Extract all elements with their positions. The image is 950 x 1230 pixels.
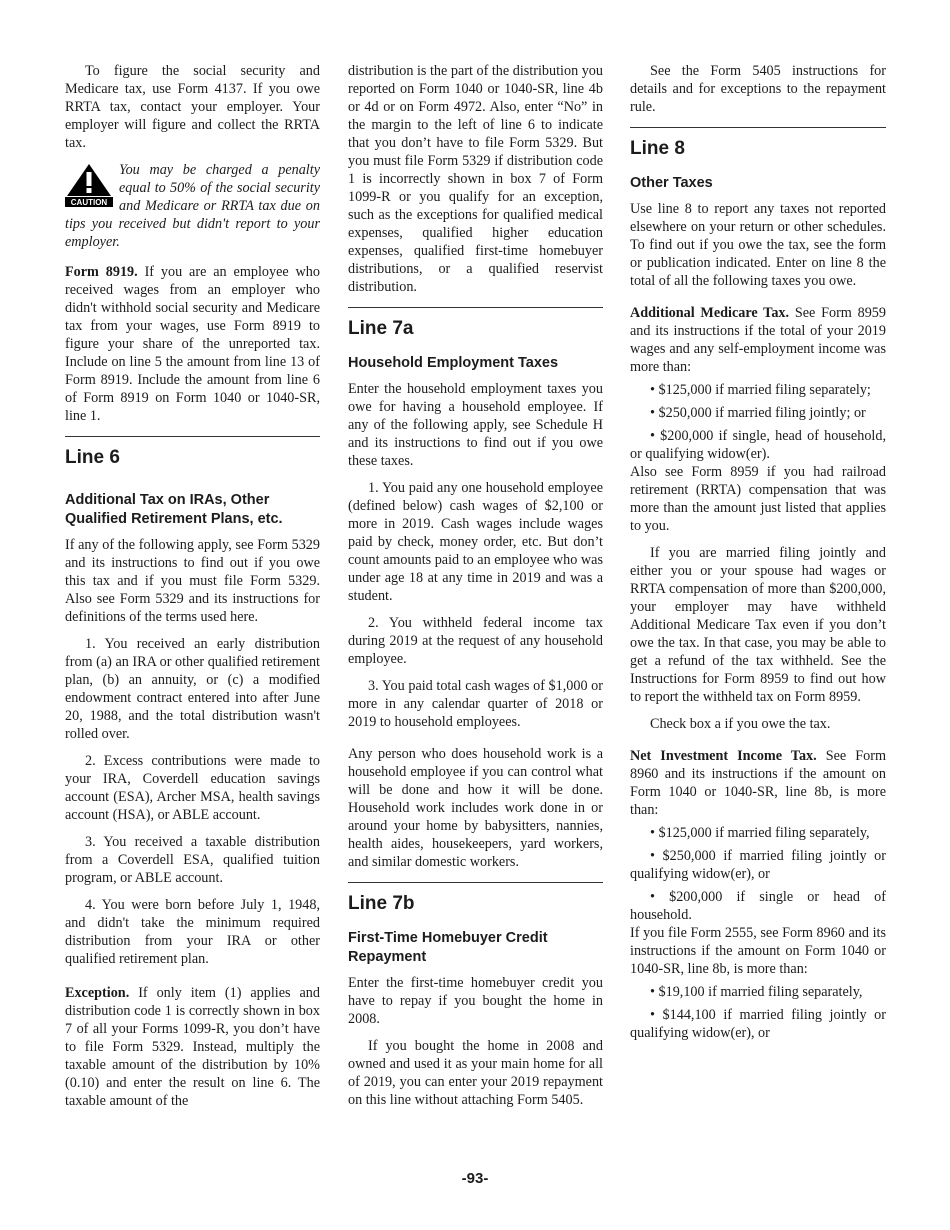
line7b-subheading: First-Time Homebuyer Credit Repayment bbox=[348, 930, 548, 965]
page-number: -93- bbox=[461, 1170, 489, 1187]
household-employee-definition: Any person who does household work is a household employee if you can control what will be done and how it will be done. Household work includes work done in or around your home by babysitters, nannies, health aides, housekeepers, yard workers, and similar domestic workers. bbox=[348, 746, 603, 870]
list-item: • $200,000 if single or head of household. bbox=[630, 889, 886, 923]
rrta-compensation-paragraph: Also see Form 8959 if you had railroad retirement (RRTA) compensation that was more than the amount just listed that applies to you. bbox=[630, 464, 886, 534]
line7a-intro: Enter the household employment taxes you owe for having a household employee. If any of the following apply, see Schedule H and its instructions to find out if you owe these taxes. bbox=[348, 381, 603, 469]
form-2555-paragraph: If you file Form 2555, see Form 8960 and its instructions if the amount on Form 1040 or 1040-SR, line 8b, is more than: bbox=[630, 925, 886, 977]
list-item: 3. You paid total cash wages of $1,000 or more in any calendar quarter of 2018 or 2019 to household employees. bbox=[348, 678, 603, 730]
list-item: • $144,100 if married filing jointly or qualifying widow(er), or bbox=[630, 1007, 886, 1041]
line8-intro: Use line 8 to report any taxes not reported elsewhere on your return or other schedules. To find out if you owe the tax, see the form or publication indicated. Enter on line 8 the total of all the following taxes you owe. bbox=[630, 201, 886, 289]
caution-label: CAUTION bbox=[70, 198, 108, 207]
line6-subheading: Additional Tax on IRAs, Other Qualified Retirement Plans, etc. bbox=[65, 492, 283, 527]
line7a-subheading: Household Employment Taxes bbox=[348, 355, 559, 371]
additional-medicare-tax-paragraph: Additional Medicare Tax. See Form 8959 and its instructions if the total of your 2019 wages and any self-employment income was more than: bbox=[630, 305, 886, 375]
list-item: • $250,000 if married filing jointly or qualifying widow(er), or bbox=[630, 848, 886, 882]
line6-intro: If any of the following apply, see Form 5329 and its instructions to find out if you owe this tax and if you must file Form 5329. Also see Form 5329 and its instructions for definitions of the terms used here. bbox=[65, 537, 320, 625]
list-item: • $19,100 if married filing separately, bbox=[650, 984, 863, 1000]
caution-box bbox=[65, 161, 320, 251]
net-investment-income-tax-paragraph: Net Investment Income Tax. See Form 8960 and its instructions if the amount on Form 1040 or 1040-SR, line 8b, is more than: bbox=[630, 748, 886, 818]
section-divider bbox=[65, 436, 320, 437]
form-5405-paragraph: See the Form 5405 instructions for details and for exceptions to the repayment rule. bbox=[630, 63, 886, 115]
list-item: 2. You withheld federal income tax during 2019 at the request of any household employee. bbox=[348, 615, 603, 667]
list-item: 4. You were born before July 1, 1948, and didn't take the minimum required distribution from your IRA or other qualified retirement plan. bbox=[65, 897, 320, 967]
line8-heading: Line 8 bbox=[630, 138, 685, 159]
line7b-paragraph: If you bought the home in 2008 and owned and used it as your main home for all of 2019, you can enter your 2019 repayment on this line without attaching Form 5405. bbox=[348, 1038, 603, 1108]
column-1 bbox=[65, 62, 320, 1119]
line8-subheading: Other Taxes bbox=[630, 175, 713, 191]
rrta-paragraph: To figure the social security and Medicare tax, use Form 4137. If you owe RRTA tax, contact your employer. Your employer will figure and collect the RRTA tax. bbox=[65, 63, 320, 151]
check-box-paragraph: Check box a if you owe the tax. bbox=[650, 716, 831, 732]
list-item: • $250,000 if married filing jointly; or bbox=[650, 405, 866, 421]
list-item: • $125,000 if married filing separately; bbox=[650, 382, 871, 398]
section-divider bbox=[348, 307, 603, 308]
list-item: 3. You received a taxable distribution from a Coverdell ESA, qualified tuition program, or ABLE account. bbox=[65, 834, 320, 886]
column-3 bbox=[630, 62, 886, 1047]
line7b-intro: Enter the first-time homebuyer credit you have to repay if you bought the home in 2008. bbox=[348, 975, 603, 1027]
section-divider bbox=[630, 127, 886, 128]
list-item: • $125,000 if married filing separately, bbox=[650, 825, 870, 841]
list-item: 1. You received an early distribution from (a) an IRA or other qualified retirement plan, (b) an annuity, or (c) a modified endowment contract entered into after June 20, 1988, and the total distribution wasn't rolled over. bbox=[65, 636, 320, 742]
form-8919-paragraph: Form 8919. If you are an employee who received wages from an employer who didn't withhold social security and Medicare tax from your wages, use Form 8919 to figure your share of the unreported tax. Include on line 5 the amount from line 13 of Form 8919. Include the amount from line 6 of Form 8919 on Form 1040 or 1040-SR, line 1. bbox=[65, 264, 320, 424]
line6-heading: Line 6 bbox=[65, 447, 120, 468]
married-jointly-paragraph: If you are married filing jointly and either you or your spouse had wages or RRTA compensation of more than $200,000, your employer may have withheld Additional Medicare Tax even if you don’t owe the tax. In that case, you may be able to get a refund of the tax withheld. See the Instructions for Form 8959 to find out how to report the withheld tax on Form 8959. bbox=[630, 545, 886, 705]
exception-paragraph: Exception. If only item (1) applies and distribution code 1 is correctly shown in box 7 of all your Forms 1099-R, you don’t have to file Form 5329. Instead, multiply the taxable amount of the distribution by 10% (0.10) and enter the result on line 6. The taxable amount of the bbox=[65, 985, 320, 1109]
line7a-heading: Line 7a bbox=[348, 318, 414, 339]
list-item: 2. Excess contributions were made to your IRA, Coverdell education savings account (ESA), Archer MSA, health savings account (HSA), or ABLE account. bbox=[65, 753, 320, 823]
line7b-heading: Line 7b bbox=[348, 893, 415, 914]
list-item: 1. You paid any one household employee (defined below) cash wages of $2,100 or more in 2019. Cash wages include wages paid by check, money order, etc. But don’t count amounts paid to an employee who was under age 18 at any time in 2019 and was a student. bbox=[348, 480, 603, 604]
caution-icon bbox=[65, 163, 113, 207]
caution-text: You may be charged a penalty equal to 50% of the social security and Medicare or RRTA tax due on tips you received but didn't report to your employer. bbox=[65, 162, 320, 250]
section-divider bbox=[348, 882, 603, 883]
list-item: • $200,000 if single, head of household, or qualifying widow(er). bbox=[630, 428, 886, 462]
column-2 bbox=[348, 62, 603, 1118]
continued-paragraph: distribution is the part of the distribution you reported on Form 1040 or 1040-SR, line 4b or 4d or on Form 4972. Also, enter “No” in the margin to the left of line 6 to indicate that you don’t have to file Form 5329. But you must file Form 5329 if distribution code 1 is incorrectly shown in box 7 of Form 1099-R or you qualify for an exception, such as the exceptions for qualified medical expenses, qualified higher education expenses, qualified first-time homebuyer distributions, or a qualified reservist distribution. bbox=[348, 63, 603, 295]
